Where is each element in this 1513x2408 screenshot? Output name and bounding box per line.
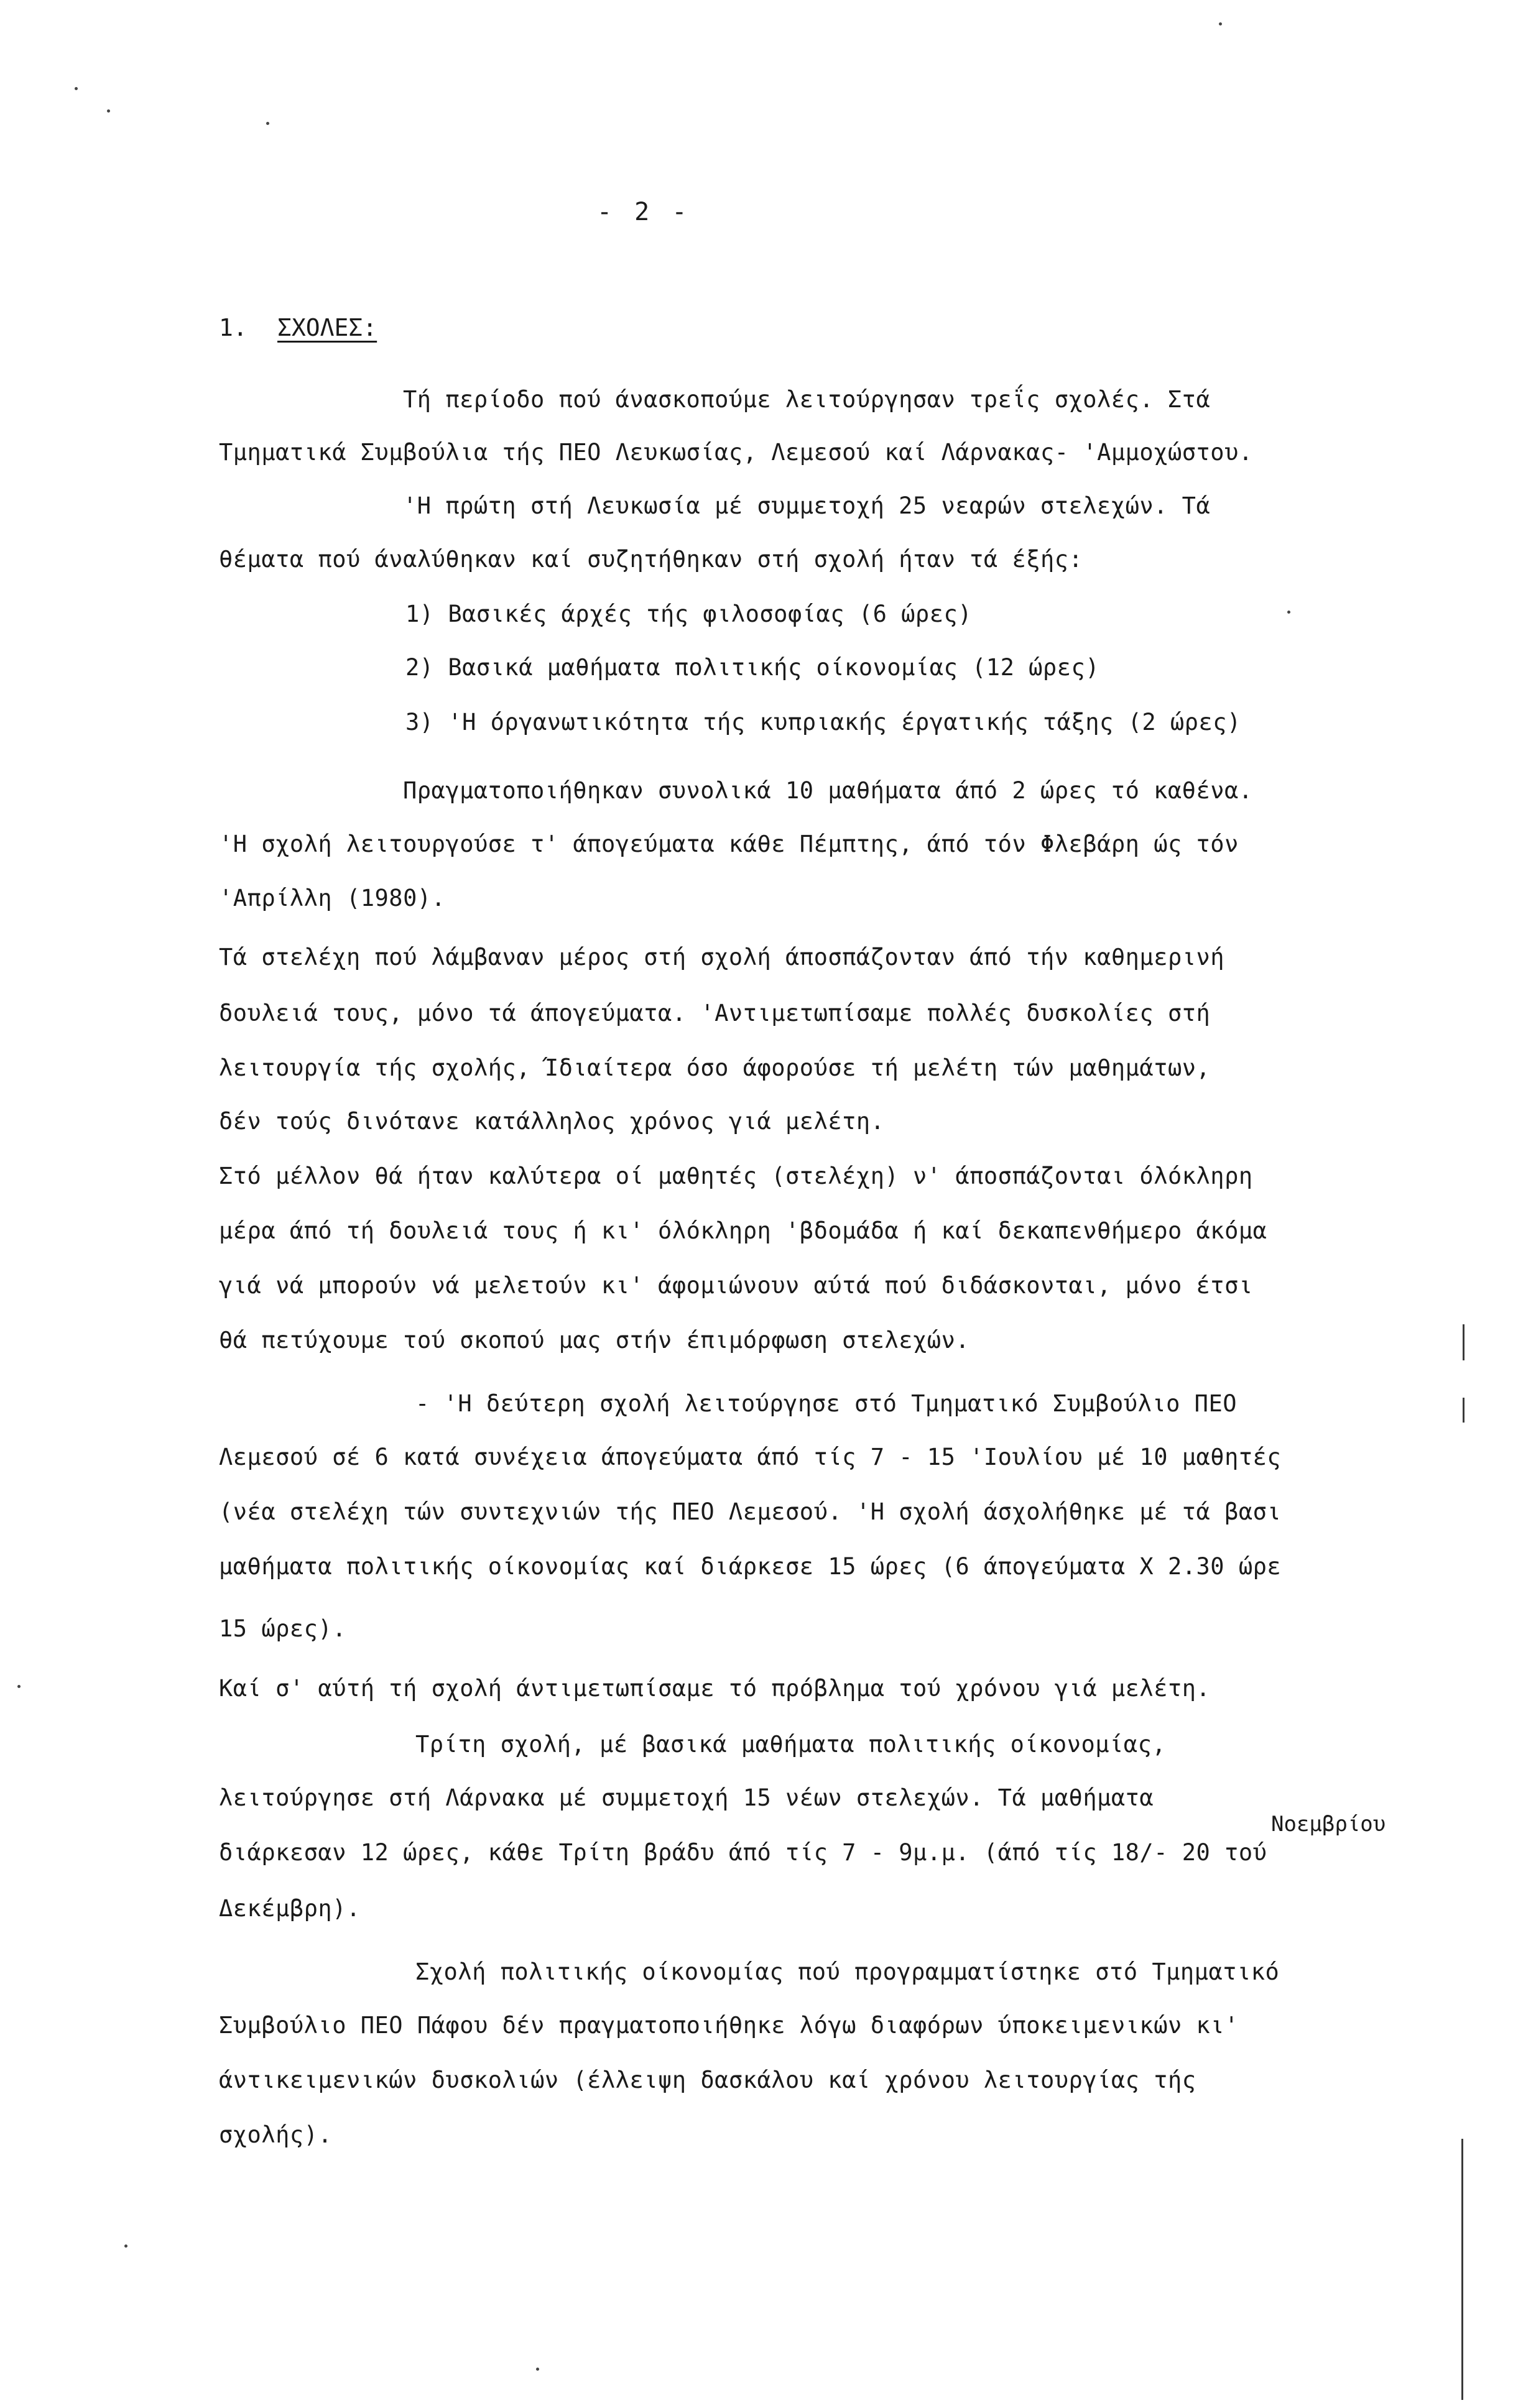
body-line: μαθήματα πολιτικής οίκονομίας καί διάρκεσε 15 ώρες (6 άπογεύματα Χ 2.30 ώρε <box>219 1553 1282 1580</box>
scan-speck <box>124 2244 127 2248</box>
scan-mark <box>1463 1398 1464 1423</box>
body-line: λειτούργησε στή Λάρνακα μέ συμμετοχή 15 νέων στελεχών. Τά μαθήματα <box>219 1784 1154 1811</box>
body-line: δουλειά τους, μόνο τά άπογεύματα. 'Αντιμετωπίσαμε πολλές δυσκολίες στή <box>219 1000 1211 1026</box>
body-line: 15 ώρες). <box>219 1615 346 1642</box>
scan-speck <box>1287 611 1290 614</box>
body-line: γιά νά μπορούν νά μελετούν κι' άφομιώνουν αύτά πού διδάσκονται, μόνο έτσι <box>219 1272 1253 1299</box>
body-line: Καί σ' αύτή τή σχολή άντιμετωπίσαμε τό πρόβλημα τού χρόνου γιά μελέτη. <box>219 1675 1211 1702</box>
body-line: 'Η πρώτη στή Λευκωσία μέ συμμετοχή 25 νεαρών στελεχών. Τά <box>403 492 1211 519</box>
body-line: λειτουργία τής σχολής, Ίδιαίτερα όσο άφορούσε τή μελέτη τών μαθημάτων, <box>219 1054 1211 1081</box>
scan-mark <box>1461 2139 1463 2400</box>
body-line: θέματα πού άναλύθηκαν καί συζητήθηκαν στή σχολή ήταν τά έξής: <box>219 546 1083 573</box>
list-item: 1) Βασικές άρχές τής φιλοσοφίας (6 ώρες) <box>405 601 973 627</box>
body-line: Δεκέμβρη). <box>219 1895 361 1922</box>
margin-note: Νοεμβρίου <box>1271 1812 1386 1837</box>
body-line: 'Η σχολή λειτουργούσε τ' άπογεύματα κάθε Πέμπτης, άπό τόν Φλεβάρη ώς τόν <box>219 831 1239 857</box>
page-number: - 2 - <box>597 198 691 226</box>
body-line: Τρίτη σχολή, μέ βασικά μαθήματα πολιτικής οίκονομίας, <box>415 1731 1167 1758</box>
section-title: ΣΧΟΛΕΣ: <box>277 314 377 341</box>
scan-speck <box>75 87 78 90</box>
body-line: Τμηματικά Συμβούλια τής ΠΕΟ Λευκωσίας, Λεμεσού καί Λάρνακας- 'Αμμοχώστου. <box>219 439 1253 466</box>
body-line: σχολής). <box>219 2121 333 2148</box>
body-line: διάρκεσαν 12 ώρες, κάθε Τρίτη βράδυ άπό τίς 7 - 9μ.μ. (άπό τίς 18/- 20 τού <box>219 1839 1267 1866</box>
scan-speck <box>266 122 269 125</box>
scan-speck <box>1219 22 1222 25</box>
section-number: 1. <box>219 314 248 341</box>
body-line: Τά στελέχη πού λάμβαναν μέρος στή σχολή άποσπάζονταν άπό τήν καθημερινή <box>219 944 1225 971</box>
body-line: 'Απρίλλη (1980). <box>219 885 446 911</box>
scan-speck <box>536 2368 539 2371</box>
body-line: Στό μέλλον θά ήταν καλύτερα οί μαθητές (στελέχη) ν' άποσπάζονται όλόκληρη <box>219 1163 1253 1189</box>
body-line: (νέα στελέχη τών συντεχνιών τής ΠΕΟ Λεμεσού. 'Η σχολή άσχολήθηκε μέ τά βασι <box>219 1498 1282 1525</box>
body-line: δέν τούς δινότανε κατάλληλος χρόνος γιά μελέτη. <box>219 1108 885 1135</box>
scan-mark <box>1463 1324 1464 1360</box>
body-line: Σχολή πολιτικής οίκονομίας πού προγραμματίστηκε στό Τμηματικό <box>415 1958 1280 1985</box>
scan-speck <box>107 109 110 113</box>
scan-speck <box>17 1685 21 1688</box>
body-line: μέρα άπό τή δουλειά τους ή κι' όλόκληρη 'βδομάδα ή καί δεκαπενθήμερο άκόμα <box>219 1217 1267 1244</box>
body-line: Συμβούλιο ΠΕΟ Πάφου δέν πραγματοποιήθηκε λόγω διαφόρων ύποκειμενικών κι' <box>219 2012 1239 2039</box>
body-line: θά πετύχουμε τού σκοπού μας στήν έπιμόρφωση στελεχών. <box>219 1327 970 1354</box>
body-line: Τή περίοδο πού άνασκοπούμε λειτούργησαν τρεΐς σχολές. Στά <box>403 386 1211 413</box>
body-line: άντικειμενικών δυσκολιών (έλλειψη δασκάλου καί χρόνου λειτουργίας τής <box>219 2067 1196 2093</box>
list-item: 3) 'Η όργανωτικότητα τής κυπριακής έργατικής τάξης (2 ώρες) <box>405 709 1241 736</box>
list-item: 2) Βασικά μαθήματα πολιτικής οίκονομίας (12 ώρες) <box>405 654 1100 681</box>
body-line: Πραγματοποιήθηκαν συνολικά 10 μαθήματα άπό 2 ώρες τό καθένα. <box>403 777 1253 804</box>
body-line: Λεμεσού σέ 6 κατά συνέχεια άπογεύματα άπό τίς 7 - 15 'Ιουλίου μέ 10 μαθητές <box>219 1444 1282 1470</box>
body-line: - 'Η δεύτερη σχολή λειτούργησε στό Τμηματικό Συμβούλιο ΠΕΟ <box>415 1390 1238 1417</box>
